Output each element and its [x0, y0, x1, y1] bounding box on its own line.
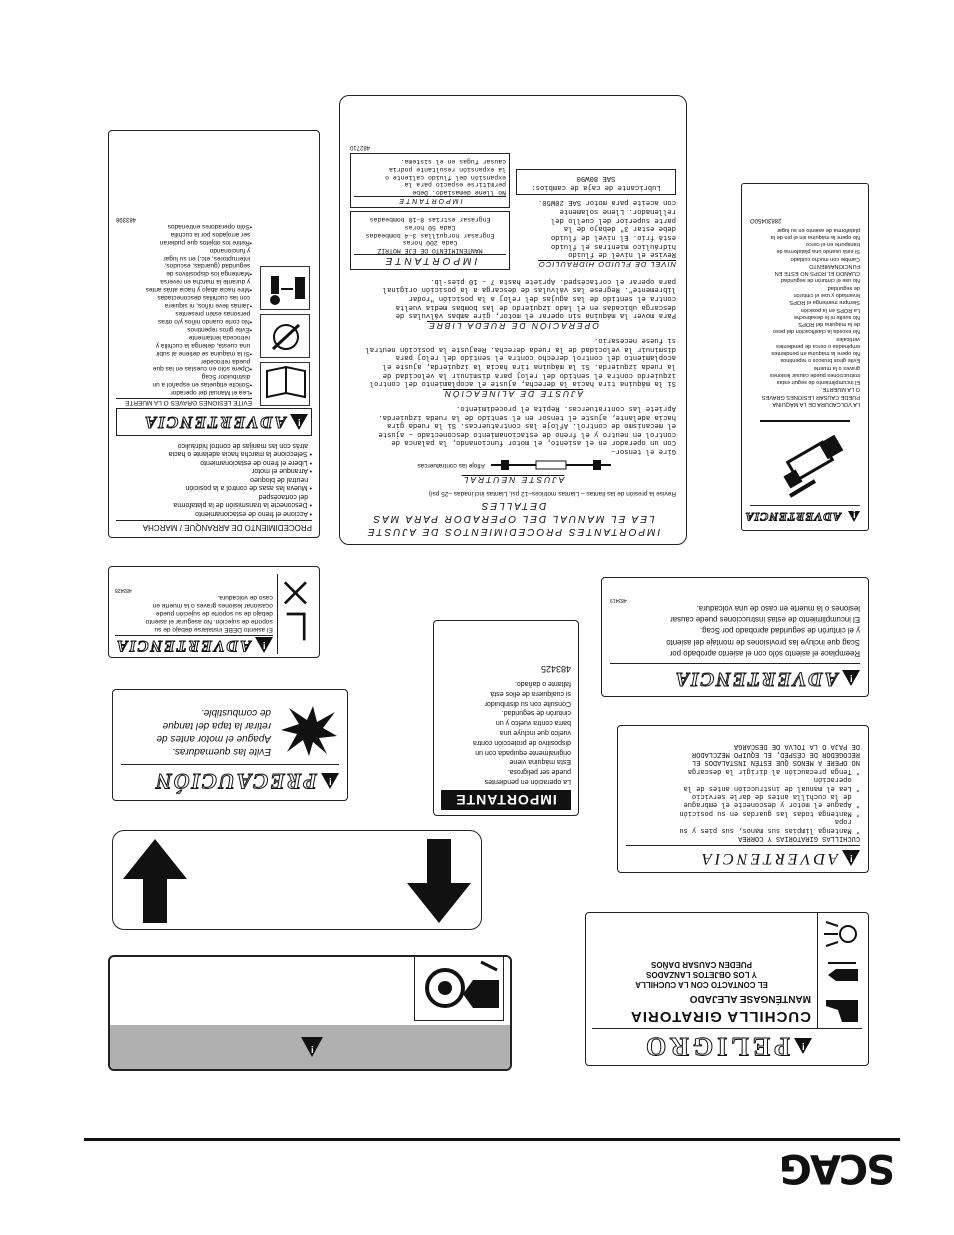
warning-triangle-icon	[321, 773, 339, 789]
gearbox-lube-box: Lubricante de caja de cambios: SAE 80W90	[516, 169, 676, 194]
fuel-caution-header: PRECAUCIÓN	[153, 769, 317, 794]
decal-direction-arrows	[112, 830, 482, 930]
rops-important-header: IMPORTANTE	[441, 790, 571, 810]
danger-triangle-icon	[794, 1038, 812, 1054]
seat-bracket-header: ADVERTENCIA	[115, 637, 251, 654]
tire-pressure-text: Revise la presión de las llantas – Llantas motrices–12 psi, Llantas incl.inadas –25 psi)	[428, 490, 676, 497]
warning-triangle-icon	[842, 671, 860, 687]
seat-replacement-header: ADVERTENCIA	[673, 668, 838, 690]
warning-triangle-icon	[255, 637, 273, 653]
start-warning-sub: EVITE LESIONES GRAVES O LA MUERTE	[116, 398, 252, 406]
decal-adjustment-procedures	[339, 95, 687, 545]
footer-rule	[84, 1138, 900, 1141]
seat-replacement-text: Reemplace el asiento sólo con el asiento aprobado por Scag que incluye las provisiones de montaje del asiento y el cinturón de seguridad aprobado por Scag. El incumplimiento de estas instrucciones puede causar lesiones o la muerte en caso de una volcadura.	[666, 603, 860, 658]
foot-blade-icon	[822, 994, 862, 1028]
seat-bracket-code: 483428	[115, 586, 132, 593]
rops-warning-code: 28830450O	[750, 217, 782, 224]
driveshaft-text: MANTENIMIENTO DE EJE MOTRIZ Cada 200 horas Engrasar horquillas 3–4 bombeadas Cada 50 horas Engrasar estrías 8–10 bombeadas	[365, 216, 495, 255]
neutral-text: Gire el tensor– Con un operador en el asiento, el motor funcionando, la palanca de control en neutro y el freno de estacionamiento desconectado – ajuste el mecanismo de control. Afloje las contratuercas. Si la rueda gira hacia adelante, ajuste el tensor en el sentido de la rueda izquierda. Apriete las contratuercas. Repita el procedimiento.	[378, 403, 676, 456]
thrown-object-icon	[260, 314, 310, 358]
arrow-down-icon	[407, 839, 471, 923]
start-warning-bullets: •Lea el Manual del operador •Solicite etiquetas en español a un distribuidor Scag •Opere sólo en cuestas en las que pueda retroceder •Si la máquina se detiene al subir una cuesta, detenga la cuchilla y retroceda lentamente •Evite giros repentinos •No corte cuando niños y/o otras personas estén presentes •Jamás lleve niños, ni siquiera con las cuchillas desconectadas •Mire hacia abajo y hacia atrás antes y durante la marcha en reversa •Mantenga los dispositivos de seguridad (guardas, escudos, interruptores, etc.) en su lugar y funcionando •Retire los objetos que pudieran ser arrojados por la cuchilla •Sólo operadores entrenados	[145, 222, 252, 397]
decal-seat-bracket-warning	[108, 566, 320, 658]
fire-explosion-icon	[279, 706, 339, 758]
decal-danger-blade	[585, 912, 869, 1066]
start-code: 483398	[116, 215, 137, 222]
overfill-text: No llene demasiado. Debe permitirse espacio para la expansión del fluido caliente o la expansión resultante podría causar fugas en el sistema.	[385, 158, 506, 197]
start-lines: • Accione el freno de estacionamiento • Desconecte la transmisión de la plataforma del cortacésped • Mueva las asas de control a la posición neutral de bloqueo • Arranque el motor • Libere el freno de estacionamiento • Seleccione la marcha hacia adelante o hacia atrás con las manijas de control hidráulico	[168, 441, 312, 517]
blade-belt-text: CUCHILLAS GIRATORIAS Y CORREA * Mantenga limpias sus manos, sus pies y su ropa * Mantenga todas las guardas en su posición * Apague el motor y desconecte el embrague de la cuchilla antes de darle servicio * Lea el manual de instrucción antes de la operación * Tenga precaución al dirigir la descarga NO OPERE A MENOS QUE ESTÉN INSTALADOS EL RECOGEDOR DE CÉSPED, EL EQUIPO MEZCLADOR DE PAJA O LA TOLVA DE DESCARGA	[679, 741, 860, 842]
seat-bracket-icon	[277, 574, 313, 654]
adjustment-title: IMPORTANTES PROCEDIMIENTOS DE AJUSTE LEA EL MANUAL DEL OPERADOR PARA MAS DETALLES	[365, 500, 661, 537]
rops-warning-text: LA VOLCADURA DE LA MÁQUINA PUEDE CAUSAR LESIONES GRAVES O LA MUERTE. El incumplimiento de seguir estas instrucciones puede causar lesiones graves o la muerte Evite giros bruscos o repentinos No opere la máquina en pendientes empinadas o cerca de pendientes verticales No exceda la clasificación del peso de la máquina del ROPS No suelte ni le desabroche La ROPS en la posición Siempre mantenga el ROPS levantado y use el cinturón de seguridad No use el cinturón de seguridad CUANDO EL ROPS NO ESTÉ EN FUNCIONAMIENTO Cambie con mucho cuidado Si está usando una plataforma de transporte en el cerco No opere la máquina sin el pin de la plataforma de asiento en su lugar	[761, 226, 860, 407]
danger-title: CUCHILLA GIRATORIA	[629, 1008, 811, 1025]
danger-text: EL CONTACTO CON LA CUCHILLA Y LOS OBJETOS LANZADOS PUEDEN CAUSAR DAÑOS	[635, 960, 768, 989]
hand-blade-icon	[822, 955, 862, 989]
manual-book-icon	[260, 362, 310, 406]
warning-triangle-icon	[848, 511, 860, 522]
turnbuckle-diagram	[491, 457, 611, 473]
thrown-object-icon	[822, 916, 862, 950]
arrow-up-icon	[123, 839, 187, 923]
danger-header: PELIGRO	[642, 1032, 790, 1061]
decal-fuel-caution	[112, 689, 348, 801]
decal-blade-belt-warning	[617, 725, 869, 873]
decal-rops-important	[433, 620, 579, 816]
section-neutral-heading: AJUSTE NEUTRAL	[461, 475, 565, 486]
rops-important-text: La operación en pendientes puede ser peligrosa. Esta máquina viene originalmente equipada con un dispositivo de protección contra vuelco que incluye una barra contra vuelco y un cinturón de seguridad. Consulte con su distribuidor si cualquiera de ellos está faltante o dañado.	[472, 680, 571, 785]
decal-rops-warning	[741, 183, 869, 531]
pictogram-band	[110, 1025, 510, 1069]
decal-blade-pictogram	[108, 955, 512, 1071]
alignment-text: Si la máquina tira hacia la derecha, ajuste el acoplamiento del control izquierdo contra el sentido del reloj para disminuir la velocidad de la rueda izquierda. Si la máquina tira hacia la izquierda, ajuste el acoplamiento del control derecho contra el sentido del reloj para disminuir la velocidad de la rueda derecha. Reajuste la posición neutral si fuese necesario.	[365, 336, 676, 388]
freewheel-text: Para mover la máquina sin operar el motor, gire ambas válvulas de descarga ubicadas en el lado izquierdo de las bombas media vuelta contra el sentido de las agujas del reloj a la posición "rodar libremente". Regrese las válvulas de descarga a la posición original para operar el cortacésped. Apriete hasta 7 – 10 pies-lb.	[382, 276, 676, 320]
scag-logo: SCAG	[781, 1145, 895, 1191]
turnbuckle-label: Afloje las contratuercas	[417, 462, 485, 470]
adjustment-code: 482710	[350, 144, 371, 151]
blade-belt-header: ADVERTENCIA	[699, 850, 838, 867]
driveshaft-heading: IMPORTANTE	[354, 254, 506, 266]
start-title: PROCEDIMIENTO DE ARRANQUE / MARCHA	[116, 520, 312, 532]
hand-blade-icon	[414, 955, 504, 1021]
start-warning-header: ADVERTENCIA	[143, 413, 286, 433]
danger-sub: MANTÉNGASE ALEJADO	[689, 993, 811, 1004]
rops-warning-header: ADVERTENCIA	[744, 510, 841, 524]
fuel-caution-text: Evite las quemaduras. Apague el motor antes de retirar la tapa del tanque de combustible.	[156, 707, 271, 757]
section-hydraulic-heading: NIVEL DE FLUIDO HIDRAULICO	[538, 260, 676, 270]
seat-replacement-code: 483419	[610, 596, 627, 603]
warning-triangle-icon	[301, 1037, 323, 1057]
warning-triangle-icon	[842, 850, 860, 866]
section-freewheel-heading: OPERACIÓN DE RUEDA LIBRE	[427, 321, 599, 332]
hydraulic-text: Revise el nivel de fluido hidráulico mientras el fluido está frío. El nivel de fluido debe estar 3" debajo de la parte superior del cuello del rellenador. Llene solamente con aceite para motor SAE 20W50.	[537, 198, 676, 259]
overfill-heading: IMPORTANTE	[354, 196, 506, 204]
rops-important-code: 483425	[540, 664, 571, 675]
warning-triangle-icon	[290, 414, 308, 430]
seat-bracket-text: El asiento DEBE instalarse debajo de su soporte de sujeción. No asegurar el asiento debajo de su soporte de sujeción puede ocasionar lesiones graves o la muerte en caso de volcadura.	[145, 593, 273, 633]
bystander-distance-icon	[260, 266, 310, 310]
decal-seat-replacement-warning	[601, 577, 869, 697]
decal-start-procedure	[108, 130, 320, 538]
tractor-rollover-icon	[750, 411, 860, 501]
section-alignment-heading: AJUSTE DE ALINEACIÓN	[442, 389, 584, 400]
